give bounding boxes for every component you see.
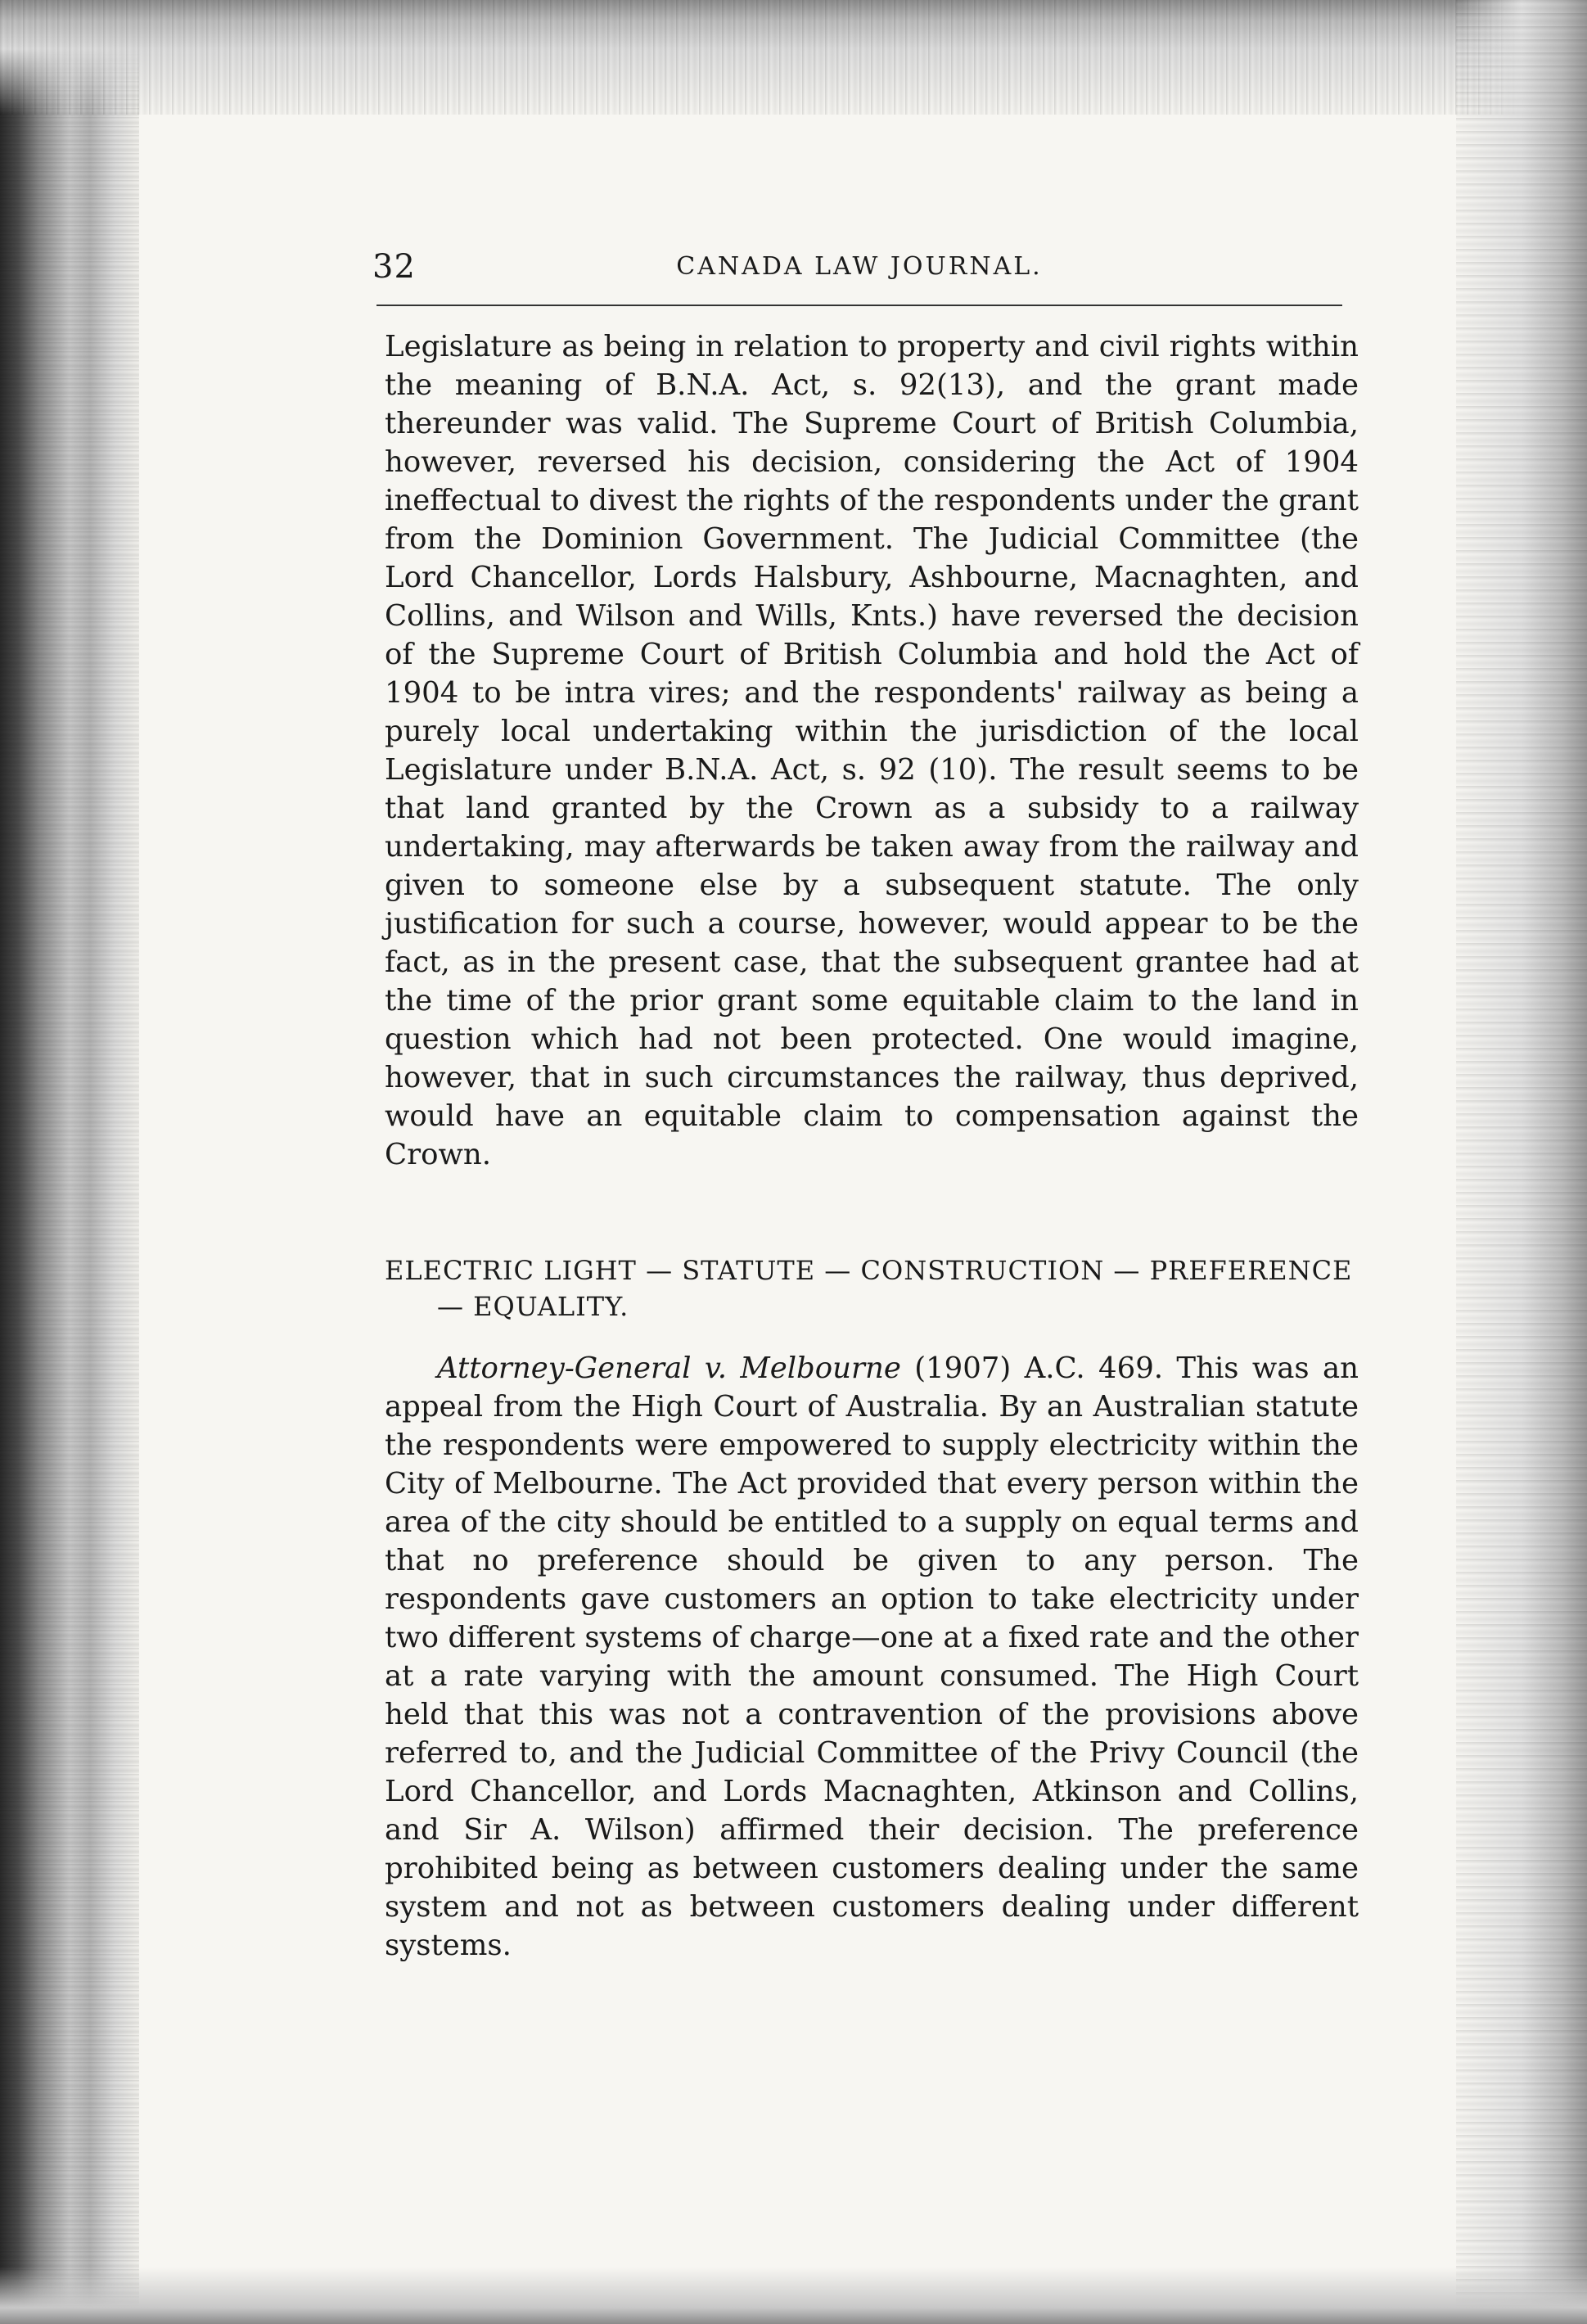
right-scan-edge — [1456, 0, 1587, 2324]
bottom-scan-edge — [0, 2267, 1587, 2324]
header-rule — [376, 305, 1342, 306]
page-header — [372, 242, 1346, 291]
binding-edge — [0, 0, 139, 2324]
section-heading: ELECTRIC LIGHT — STATUTE — CONSTRUCTION — PREFERENCE — EQUALITY. — [385, 1255, 1353, 1322]
case-summary: This was an appeal from the High Court of Australia. By an Australian statute the respondents were empowered to supply electricity within the City of Melbourne. The Act provided that every person within the area of the city should be entitled to a supply on equal terms and that no preference should be given to any person. The respondents gave customers an option to take electricity under two different systems of charge—one at a fixed rate and the other at a rate varying with the amount consumed. The High Court held that this was not a contravention of the provisions above referred to, and the Judicial Committee of the Privy Council (the Lord Chancellor, and Lords Macnaghten, Atkinson and Collins, and Sir A. Wilson) affirmed their decision. The preference prohibited being as between customers dealing under the same system and not as between customers dealing under different systems. — [385, 1352, 1359, 1962]
case-paragraph — [385, 1349, 1359, 1965]
page-number: 32 — [372, 248, 416, 286]
case-citation: (1907) A.C. 469. — [900, 1352, 1164, 1385]
paragraph-continuation: Legislature as being in relation to property and civil rights within the meaning of B.N.A. Act, s. 92(13), and the grant made thereunder was valid. The Supreme Court of British Columbia, however, reversed his decision, considering the Act of 1904 ineffectual to divest the rights of the respondents under the grant from the Dominion Government. The Judicial Committee (the Lord Chancellor, Lords Halsbury, Ashbourne, Macnaghten, and Collins, and Wilson and Wills, Knts.) have reversed the decision of the Supreme Court of British Columbia and hold the Act of 1904 to be intra vires; and the respondents' railway as being a purely local undertaking within the jurisdiction of the local Legislature under B.N.A. Act, s. 92 (10). The result seems to be that land granted by the Crown as a subsidy to a railway undertaking, may afterwards be taken away from the railway and given to someone else by a subsequent statute. The only justification for such a course, however, would appear to be the fact, as in the present case, that the subsequent grantee had at the time of the prior grant some equitable claim to the land in question which had not been protected. One would imagine, however, that in such circumstances the railway, thus deprived, would have an equitable claim to compensation against the Crown. — [385, 330, 1359, 1171]
case-name: Attorney-General v. Melbourne — [437, 1352, 901, 1385]
article-body — [385, 327, 1359, 1965]
running-head: CANADA LAW JOURNAL. — [676, 252, 1043, 281]
top-scan-edge — [0, 0, 1587, 115]
